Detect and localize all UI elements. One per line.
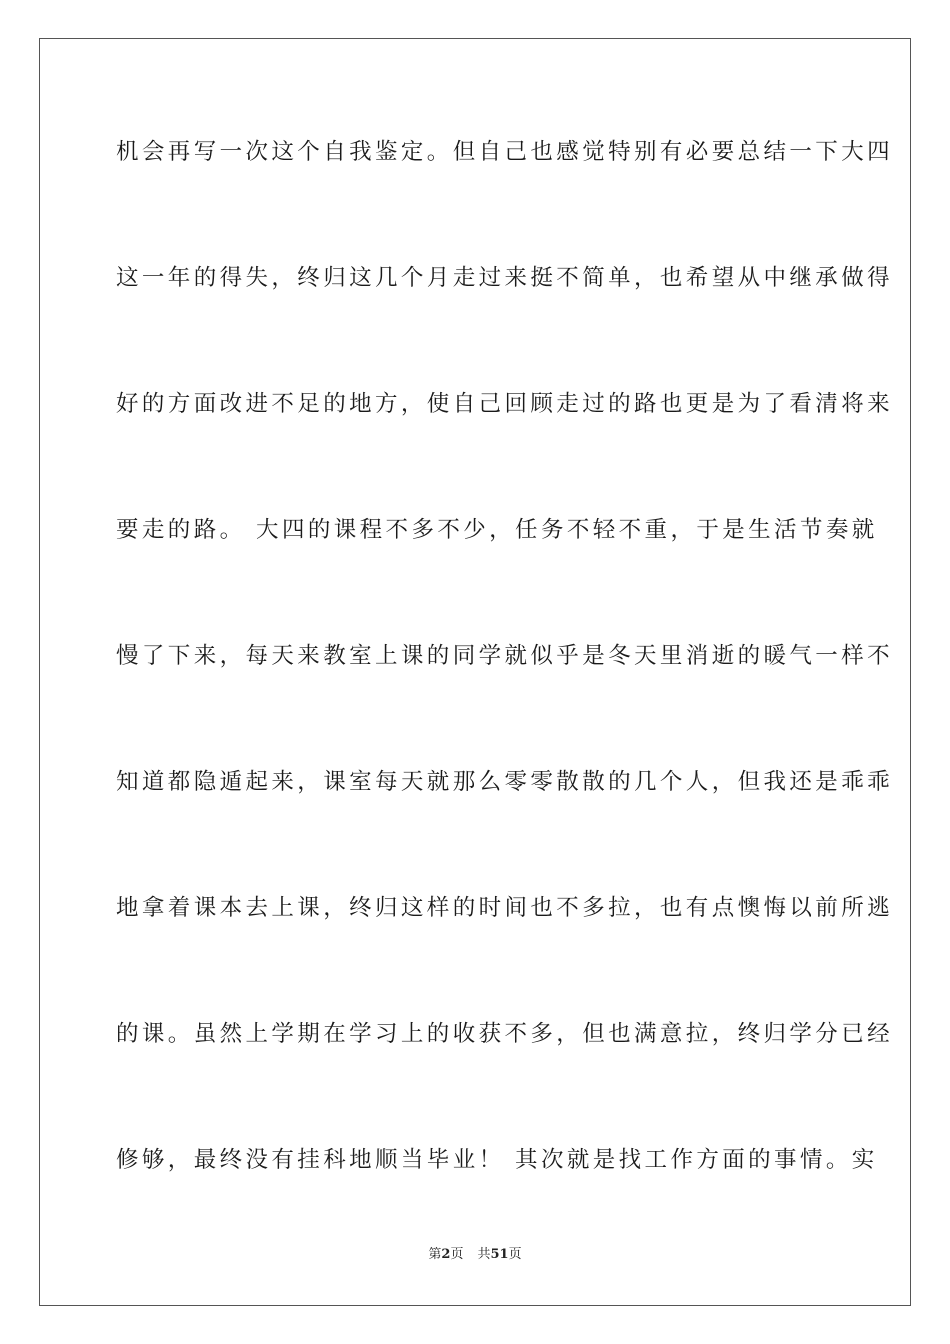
text-line: 地拿着课本去上课，终归这样的时间也不多拉，也有点懊悔以前所逃 <box>116 895 894 921</box>
text-line: 慢了下来，每天来教室上课的同学就似乎是冬天里消逝的暖气一样不 <box>116 643 894 669</box>
text-line: 这一年的得失，终归这几个月走过来挺不简单，也希望从中继承做得 <box>116 265 894 291</box>
page-number: 2 <box>441 1247 451 1262</box>
total-prefix: 共 <box>477 1247 491 1262</box>
page-suffix: 页 <box>450 1247 464 1262</box>
page-prefix: 第 <box>428 1247 442 1262</box>
text-line: 知道都隐遁起来，课室每天就那么零零散散的几个人，但我还是乖乖 <box>116 769 894 795</box>
text-line: 要走的路。 大四的课程不多不少，任务不轻不重，于是生活节奏就 <box>116 517 878 543</box>
document-body <box>116 126 894 1260</box>
text-line: 修够，最终没有挂科地顺当毕业！ 其次就是找工作方面的事情。实 <box>116 1147 878 1173</box>
text-line: 机会再写一次这个自我鉴定。但自己也感觉特别有必要总结一下大四 <box>116 139 894 165</box>
total-pages: 51 <box>490 1247 509 1262</box>
text-line: 好的方面改进不足的地方，使自己回顾走过的路也更是为了看清将来 <box>116 391 894 417</box>
total-suffix: 页 <box>508 1247 522 1262</box>
page-footer <box>0 1246 950 1264</box>
text-line: 的课。虽然上学期在学习上的收获不多，但也满意拉，终归学分已经 <box>116 1021 894 1047</box>
